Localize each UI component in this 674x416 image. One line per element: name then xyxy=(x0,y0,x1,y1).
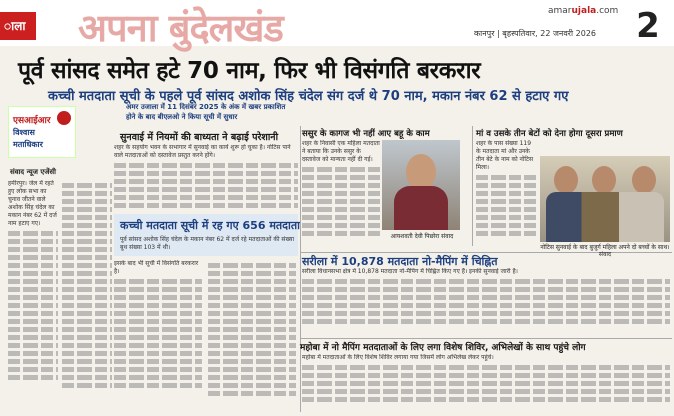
body-column-4 xyxy=(208,260,296,412)
dateline: कानपुर | बृहस्पतिवार, 22 जनवरी 2026 xyxy=(474,29,597,38)
badge-line-2: विश्वास xyxy=(13,128,35,137)
sir-badge xyxy=(8,106,76,158)
section-divider xyxy=(300,338,672,339)
mahoba-text xyxy=(302,354,670,412)
mother-sons-text xyxy=(476,140,536,250)
section-heading-mother-sons: मां व उसके तीन बेटों को देना होगा दूसरा प्रमाण xyxy=(476,129,623,139)
portrait-body xyxy=(394,186,448,230)
column-3-text: इसके बाद भी सूची में विसंगति बरकरार है। xyxy=(114,260,199,275)
section-logo: अपना बुंदेलखंड xyxy=(78,5,283,50)
masthead xyxy=(0,0,674,50)
sarila-text-para: सरीला विधानसभा क्षेत्र में 10,878 मतदाता नो-मैपिंग में चिह्नित किए गए हैं। इनकी सुनवाई जारी है। xyxy=(302,268,518,275)
site-highlight: ujala xyxy=(571,6,597,16)
draft-list-title: कच्ची मतदाता सूची में रह गए 656 मतदाता xyxy=(120,219,300,232)
hearing-text xyxy=(114,144,298,210)
person-head xyxy=(632,166,656,194)
site-name[interactable] xyxy=(548,6,618,16)
mother-sons-text-para: शहर के पास संख्या 119 के मतदाता मां और उनके तीन बेटे के नाम को नोटिस मिला। xyxy=(476,140,534,171)
body-column-2 xyxy=(62,180,112,412)
person-head xyxy=(592,166,616,194)
column-1-text: हमीरपुर। जेल में रहते हुए लोक सभा का चुनाव जीतने वाले अशोक सिंह चंदेल का मकान नंबर 62 में दर्ज नाम हटाए गए। xyxy=(8,180,57,227)
people-bodies xyxy=(546,192,664,242)
site-prefix: amar xyxy=(548,6,572,16)
portrait-face xyxy=(406,154,436,190)
headline: पूर्व सांसद समेत हटे 70 नाम, फिर भी विसंगति बरकरार xyxy=(18,58,481,84)
section-heading-hearing: सुनवाई में नियमों की बाध्यता ने बढ़ाई परेशानी xyxy=(120,132,279,143)
section-heading-in-law-papers: ससुर के कागज भी नहीं आए बहू के काम xyxy=(302,129,430,139)
in-law-text-para: शहर के निवासी एक महिला मतदाता ने बताया कि उनके ससुर के दस्तावेज को मान्यता नहीं दी गई। xyxy=(302,140,380,163)
voter-photo-caption: आयशवती देवी पिछोरा संवाद xyxy=(390,233,454,240)
column-divider xyxy=(472,126,473,246)
body-column-1 xyxy=(8,180,58,412)
mahoba-text-para: महोबा में मतदाताओं के लिए विशेष शिविर लगाया गया जिसमें लोग अभिलेख लेकर पहुंचे। xyxy=(302,354,494,361)
byline: संवाद न्यूज एजेंसी xyxy=(10,168,56,176)
site-suffix: .com xyxy=(596,6,619,16)
column-divider xyxy=(300,126,301,412)
hearing-text-para: शहर के सहयोग भवन के सभागार में सुनवाई का कार्य शुरू हो चुका है। नोटिस पाने वाले मतदाताओं को दस्तावेज प्रस्तुत करने होंगे। xyxy=(114,144,291,159)
badge-line-3: मताधिकार xyxy=(13,140,43,149)
sarila-text xyxy=(302,268,670,336)
badge-line-1: एसआईआर xyxy=(13,116,51,126)
family-photo-caption: नोटिस सुनवाई के बाद बुजुर्ग महिला अपने दो बच्चों के साथ। संवाद xyxy=(540,244,670,258)
body-column-3 xyxy=(114,260,202,412)
in-law-text xyxy=(302,140,380,250)
subhead: कच्ची मतदाता सूची के पहले पूर्व सांसद अशोक सिंह चंदेल संग दर्ज थे 70 नाम, मकान नंबर 62 से हटाए गए xyxy=(48,89,569,104)
page-number: 2 xyxy=(636,6,660,46)
draft-list-text: पूर्व सांसद अशोक सिंह चंदेल के मकान नंबर 62 में दर्ज रहे मतदाताओं की संख्या बूथ संख्या 103 में थी। xyxy=(120,236,294,251)
draft-list-box xyxy=(114,214,298,256)
section-heading-sarila: सरीला में 10,878 मतदाता नो-मैपिंग में चिह्नित xyxy=(302,255,498,268)
badge-logo-icon xyxy=(57,111,71,125)
correction-note: अमर उजाला में 11 दिसंबर 2025 के अंक में खबर प्रकाशित होने के बाद बीएलओ ने किया सूची में सुधार xyxy=(126,103,286,121)
family-photo xyxy=(540,156,670,242)
person-head xyxy=(554,166,578,194)
section-tab: ाला xyxy=(0,12,36,40)
section-heading-mahoba: महोबा में नो मैपिंग मतदाताओं के लिए लगा विशेष शिविर, अभिलेखों के साथ पहुंचे लोग xyxy=(300,343,586,353)
voter-photo xyxy=(382,140,460,230)
